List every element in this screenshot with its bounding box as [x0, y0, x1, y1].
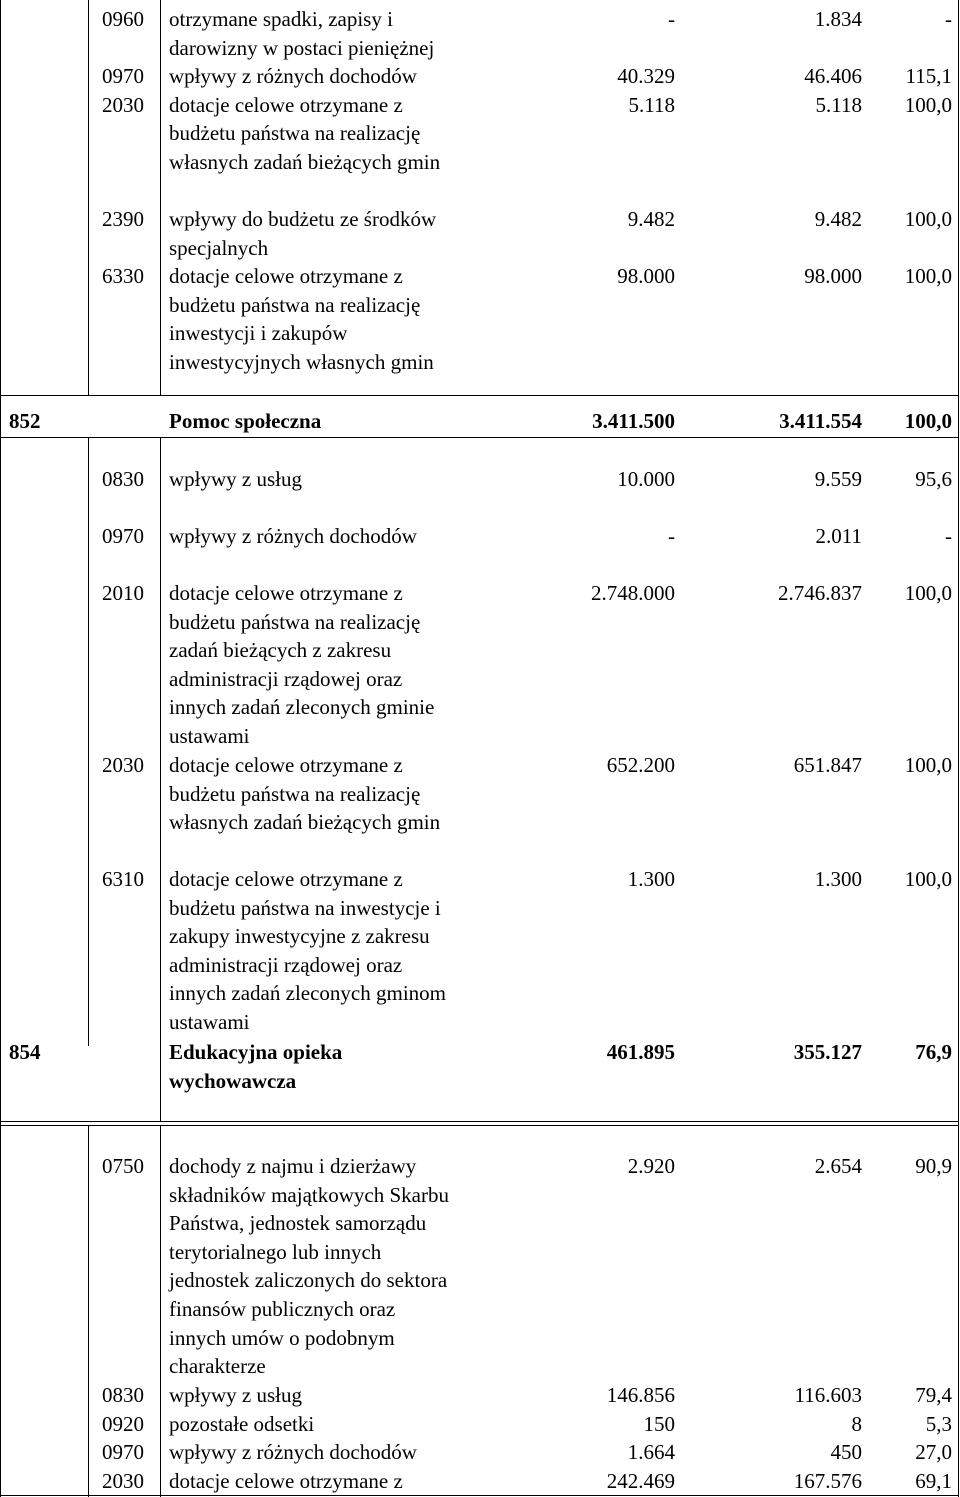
plan-cell [520, 62, 675, 119]
description-line: ustawami [169, 1009, 250, 1034]
percent-value: 100,0 [904, 409, 952, 433]
executed-amount: 1.834 [814, 7, 862, 31]
plan-cell [520, 465, 675, 494]
percent-value: 100,0 [904, 753, 952, 777]
pct-cell [870, 865, 952, 894]
percent-value: 100,0 [904, 92, 952, 117]
description-line: wpływy z usług [169, 1383, 302, 1407]
executed-amount: 9.559 [814, 467, 862, 491]
percent-value: 27,0 [915, 1440, 952, 1465]
description-line: wpływy z usług [169, 467, 302, 491]
description-line: budżetu państwa na realizację [169, 781, 421, 806]
description-line: dotacje celowe otrzymane z [169, 581, 403, 605]
executed-amount: 2.746.837 [778, 581, 862, 605]
description-line: innych zadań zleconych gminie [169, 695, 435, 720]
description-line: zadań bieżących z zakresu [169, 638, 392, 663]
pct-cell [870, 62, 952, 119]
code-cell [90, 1152, 144, 1181]
code-cell [90, 522, 144, 551]
plan-amount: - [668, 7, 675, 31]
description-line: ustawami [169, 723, 250, 748]
description-line: Pomoc społeczna [169, 409, 322, 433]
paragraph-code: 2390 [102, 207, 144, 231]
executed-amount: 2.011 [815, 524, 862, 548]
table-divider-code [88, 437, 89, 1046]
exec-cell [690, 407, 862, 436]
description-line: Edukacyjna opieka [169, 1040, 343, 1064]
description-line: własnych zadań bieżących gmin [169, 149, 441, 174]
plan-amount: - [668, 524, 675, 548]
description-line: administracji rządowej oraz [169, 666, 403, 691]
executed-amount: 9.482 [814, 207, 862, 231]
table-left-border [0, 0, 1, 1497]
executed-amount: 116.603 [794, 1383, 862, 1407]
paragraph-code: 0970 [102, 524, 144, 548]
desc-cell [169, 262, 524, 376]
code-cell [90, 5, 144, 34]
pct-cell [870, 465, 952, 494]
description-line: administracji rządowej oraz [169, 952, 403, 977]
exec-cell [690, 62, 862, 119]
description-line: zakupy inwestycyjne z zakresu [169, 924, 430, 949]
row-separator [0, 437, 959, 438]
table-divider-desc [160, 1125, 161, 1497]
description-line: dotacje celowe otrzymane z [169, 92, 403, 117]
desc-cell [169, 522, 524, 551]
description-line: wpływy do budżetu ze środków [169, 207, 437, 231]
plan-amount: 150 [643, 1411, 675, 1436]
pct-cell [870, 1152, 952, 1181]
plan-cell [520, 579, 675, 608]
exec-cell [690, 751, 862, 780]
pct-cell [870, 1381, 952, 1495]
exec-cell [690, 522, 862, 551]
description-line: otrzymane spadki, zapisy i [169, 7, 393, 31]
desc-cell [169, 5, 524, 62]
description-line: inwestycyjnych własnych gmin [169, 349, 434, 374]
paragraph-code: 2030 [102, 92, 144, 117]
desc-cell [169, 465, 524, 494]
description-line: finansów publicznych oraz [169, 1296, 396, 1321]
description-line: Państwa, jednostek samorządu [169, 1211, 427, 1236]
plan-cell [520, 205, 675, 234]
percent-value: 115,1 [905, 64, 952, 88]
table-divider-code [88, 1125, 89, 1497]
paragraph-code: 0970 [102, 64, 144, 88]
code-cell [90, 205, 144, 234]
plan-amount: 2.920 [627, 1154, 675, 1178]
plan-amount: 461.895 [606, 1040, 675, 1064]
plan-amount: 1.664 [627, 1440, 675, 1465]
plan-amount: 40.329 [617, 64, 675, 88]
percent-value: 100,0 [904, 581, 952, 605]
exec-cell [690, 465, 862, 494]
plan-cell [520, 1381, 675, 1495]
exec-cell [690, 5, 862, 34]
paragraph-code: 2030 [102, 753, 144, 777]
pct-cell [870, 407, 952, 436]
pct-cell [870, 751, 952, 780]
percent-value: 100,0 [904, 264, 952, 288]
table-divider-code [88, 0, 89, 395]
plan-cell [520, 262, 675, 291]
description-line: budżetu państwa na realizację [169, 609, 421, 634]
pct-cell [870, 205, 952, 234]
pct-cell [870, 522, 952, 551]
pct-cell [870, 1038, 952, 1067]
description-line: charakterze [169, 1354, 266, 1379]
plan-cell [520, 1038, 675, 1067]
table-right-border [958, 0, 959, 1497]
plan-amount: 652.200 [606, 753, 675, 777]
description-line: własnych zadań bieżących gmin [169, 810, 441, 835]
section-code: 852 [9, 409, 41, 433]
paragraph-code: 6330 [102, 264, 144, 288]
code-cell [90, 62, 144, 119]
code-cell [90, 1381, 144, 1495]
paragraph-code: 0830 [102, 1383, 144, 1407]
executed-amount: 46.406 [804, 64, 862, 88]
percent-value: 100,0 [904, 867, 952, 891]
plan-cell [520, 1152, 675, 1181]
description-line: terytorialnego lub innych [169, 1239, 382, 1264]
plan-amount: 9.482 [627, 207, 675, 231]
description-line: jednostek zaliczonych do sektora [169, 1268, 448, 1293]
desc-cell [169, 1381, 524, 1495]
plan-amount: 98.000 [617, 264, 675, 288]
executed-amount: 450 [830, 1440, 862, 1465]
description-line: dotacje celowe otrzymane z [169, 1468, 403, 1493]
percent-value: 76,9 [915, 1040, 952, 1064]
code-cell [90, 865, 144, 894]
description-line: darowizny w postaci pieniężnej [169, 35, 435, 60]
table-divider-desc [160, 437, 161, 1121]
paragraph-code: 0970 [102, 1440, 144, 1465]
description-line: wpływy z różnych dochodów [169, 1440, 417, 1465]
paragraph-code: 0830 [102, 467, 144, 491]
paragraph-code: 0750 [102, 1154, 144, 1178]
exec-cell [690, 1381, 862, 1495]
section-code: 854 [9, 1040, 41, 1064]
description-line: specjalnych [169, 235, 269, 260]
exec-cell [690, 1038, 862, 1067]
desc-cell [169, 865, 524, 1037]
description-line: wpływy z różnych dochodów [169, 64, 417, 88]
pct-cell [870, 262, 952, 291]
percent-value: 5,3 [925, 1411, 952, 1436]
paragraph-code: 0960 [102, 7, 144, 31]
plan-amount: 2.748.000 [591, 581, 675, 605]
percent-value: 100,0 [904, 207, 952, 231]
percent-value: - [945, 524, 952, 548]
description-line: budżetu państwa na inwestycje i [169, 895, 441, 920]
exec-cell [690, 1152, 862, 1181]
description-line: wychowawcza [169, 1068, 297, 1093]
description-line: innych umów o podobnym [169, 1325, 395, 1350]
plan-amount: 146.856 [606, 1383, 675, 1407]
paragraph-code: 0920 [102, 1411, 144, 1436]
desc-cell [169, 1038, 524, 1095]
desc-cell [169, 751, 524, 837]
executed-amount: 167.576 [793, 1468, 862, 1493]
paragraph-code: 2010 [102, 581, 144, 605]
plan-amount: 1.300 [627, 867, 675, 891]
desc-cell [169, 579, 524, 751]
plan-amount: 242.469 [606, 1468, 675, 1493]
plan-amount: 10.000 [617, 467, 675, 491]
description-line: dotacje celowe otrzymane z [169, 867, 403, 891]
description-line: składników majątkowych Skarbu [169, 1182, 449, 1207]
executed-amount: 651.847 [793, 753, 862, 777]
description-line: budżetu państwa na realizację [169, 292, 421, 317]
pct-cell [870, 5, 952, 34]
percent-value: 90,9 [915, 1154, 952, 1178]
row-separator [0, 1125, 959, 1126]
plan-cell [520, 751, 675, 780]
plan-cell [520, 522, 675, 551]
description-line: dotacje celowe otrzymane z [169, 753, 403, 777]
row-separator [0, 395, 959, 396]
plan-cell [520, 865, 675, 894]
description-line: budżetu państwa na realizację [169, 121, 421, 146]
plan-cell [520, 5, 675, 34]
executed-amount: 5.118 [815, 92, 862, 117]
plan-amount: 3.411.500 [592, 409, 675, 433]
percent-value: 69,1 [915, 1468, 952, 1493]
plan-amount: 5.118 [628, 92, 675, 117]
code-cell [90, 751, 144, 780]
desc-cell [169, 1152, 524, 1381]
code-cell [90, 579, 144, 608]
percent-value: - [945, 7, 952, 31]
exec-cell [690, 205, 862, 234]
description-line: wpływy z różnych dochodów [169, 524, 417, 548]
plan-cell [520, 407, 675, 436]
code-cell [90, 465, 144, 494]
description-line: inwestycji i zakupów [169, 321, 348, 346]
executed-amount: 98.000 [804, 264, 862, 288]
code-cell [90, 262, 144, 291]
executed-amount: 8 [851, 1411, 862, 1436]
table-divider-desc [160, 0, 161, 395]
desc-cell [169, 407, 524, 436]
row-separator [0, 1121, 959, 1122]
description-line: pozostałe odsetki [169, 1411, 315, 1436]
exec-cell [690, 579, 862, 608]
executed-amount: 1.300 [814, 867, 862, 891]
description-line: innych zadań zleconych gminom [169, 981, 446, 1006]
executed-amount: 2.654 [814, 1154, 862, 1178]
exec-cell [690, 262, 862, 291]
paragraph-code: 2030 [102, 1468, 144, 1493]
desc-cell [169, 205, 524, 262]
pct-cell [870, 579, 952, 608]
description-line: dochody z najmu i dzierżawy [169, 1154, 417, 1178]
executed-amount: 355.127 [793, 1040, 862, 1064]
percent-value: 79,4 [915, 1383, 952, 1407]
percent-value: 95,6 [915, 467, 952, 491]
exec-cell [690, 865, 862, 894]
description-line: dotacje celowe otrzymane z [169, 264, 403, 288]
executed-amount: 3.411.554 [779, 409, 862, 433]
desc-cell [169, 62, 524, 176]
paragraph-code: 6310 [102, 867, 144, 891]
